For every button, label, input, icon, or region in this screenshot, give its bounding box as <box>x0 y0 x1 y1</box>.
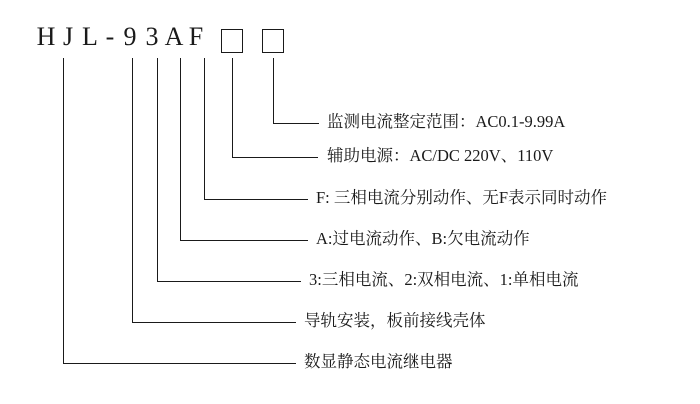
option-box-2 <box>262 29 284 53</box>
label-auxiliary-power: 辅助电源：AC/DC 220V、110V <box>327 146 554 165</box>
code-char-h: H <box>36 22 58 51</box>
code-char-l: L <box>82 22 100 51</box>
leader-hline-ab-meaning <box>180 240 308 241</box>
option-box-1 <box>221 29 243 53</box>
label-monitor-current-range: 监测电流整定范围：AC0.1-9.99A <box>327 112 566 131</box>
leader-vline-mounting-type <box>132 58 133 323</box>
label-ab-meaning: A:过电流动作、B:欠电流动作 <box>316 229 530 248</box>
code-char-dash: - <box>105 22 117 51</box>
code-char-j: J <box>62 22 76 51</box>
leader-hline-product-name <box>63 363 296 364</box>
leader-vline-monitor-current-range <box>273 58 274 124</box>
label-phase-count: 3:三相电流、2:双相电流、1:单相电流 <box>309 270 579 289</box>
leader-hline-auxiliary-power <box>232 157 318 158</box>
code-char-3: 3 <box>145 22 161 51</box>
code-char-f: F <box>188 22 206 51</box>
leader-hline-f-meaning <box>204 199 308 200</box>
label-product-name: 数显静态电流继电器 <box>304 352 453 371</box>
label-f-meaning: F: 三相电流分别动作、无F表示同时动作 <box>316 188 608 207</box>
leader-vline-f-meaning <box>204 58 205 200</box>
leader-hline-mounting-type <box>132 322 296 323</box>
leader-vline-ab-meaning <box>180 58 181 241</box>
model-code <box>36 22 208 52</box>
leader-vline-product-name <box>63 58 64 364</box>
leader-vline-auxiliary-power <box>232 58 233 158</box>
code-char-9: 9 <box>123 22 139 51</box>
leader-hline-phase-count <box>157 281 301 282</box>
leader-hline-monitor-current-range <box>273 123 319 124</box>
code-char-a: A <box>164 22 186 51</box>
label-mounting-type: 导轨安装，板前接线壳体 <box>304 311 486 330</box>
leader-vline-phase-count <box>157 58 158 282</box>
